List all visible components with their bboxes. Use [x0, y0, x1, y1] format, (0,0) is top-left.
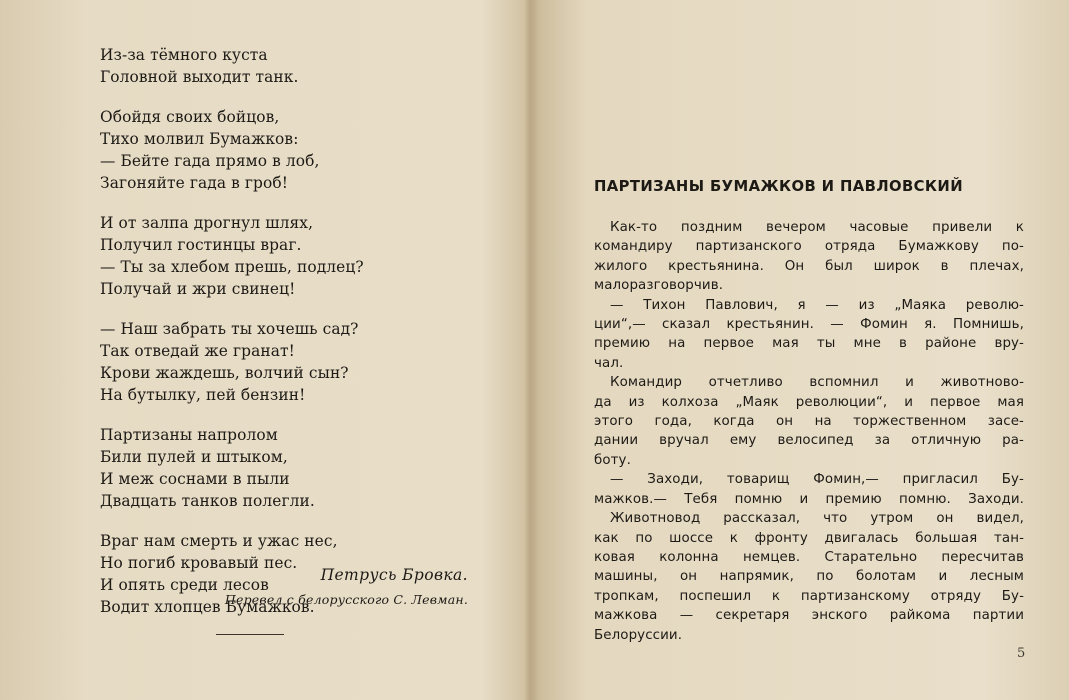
article-line: Как-то поздним вечером часовые привели к — [610, 220, 1024, 235]
poem-line: Головной выходит танк. — [100, 68, 299, 86]
article-title: ПАРТИЗАНЫ БУМАЖКОВ И ПАВЛОВСКИЙ — [594, 178, 963, 195]
poem-line: Из-за тёмного куста — [100, 46, 268, 64]
section-divider — [216, 634, 284, 635]
poem-line: Получай и жри свинец! — [100, 280, 296, 298]
poem-line: Но погиб кровавый пес. — [100, 554, 298, 572]
poem-line: Загоняйте гада в гроб! — [100, 174, 289, 192]
poem-line: — Бейте гада прямо в лоб, — [100, 152, 320, 170]
article-line: Белоруссии. — [594, 627, 683, 643]
article-line: ковая колонна немцев. Старательно пересчитав — [594, 549, 1024, 565]
poem-line: Крови жаждешь, волчий сын? — [100, 364, 349, 382]
poem-line: Так отведай же гранат! — [100, 342, 295, 360]
article-line: командиру партизанского отряда Бумажкову по- — [594, 239, 1024, 255]
article-line: ции“,— сказал крестьянин. — Фомин я. Помнишь, — [594, 317, 1024, 333]
article-line: боту. — [594, 452, 631, 468]
article-line: машины, он напрямик, по болотам и лесным — [594, 569, 1024, 585]
poem-line: И меж соснами в пыли — [100, 470, 290, 488]
poem-line: Тихо молвил Бумажков: — [100, 130, 299, 148]
poem-stanza — [100, 44, 430, 88]
poem-stanza — [100, 424, 430, 512]
page-number: 5 — [1017, 646, 1026, 661]
poem-line: И от залпа дрогнул шлях, — [100, 214, 314, 232]
poem-line: Партизаны напролом — [100, 426, 278, 444]
article-line: жилого крестьянина. Он был широк в плечах, — [594, 258, 1024, 274]
poem — [100, 44, 430, 636]
poem-line: На бутылку, пей бензин! — [100, 386, 306, 404]
article-line: мажков.— Тебя помню и премию помню. Заходи. — [594, 491, 1024, 507]
article-line: как по шоссе к фронту двигалась большая тан- — [594, 530, 1024, 546]
poem-stanza — [100, 106, 430, 194]
translator-credit: Перевел с белорусского С. Левман. — [224, 592, 468, 607]
poem-line: Получил гостинцы враг. — [100, 236, 302, 254]
poem-stanza — [100, 212, 430, 300]
poem-line: Били пулей и штыком, — [100, 448, 288, 466]
article-line: мажкова — секретаря энского райкома партии — [594, 608, 1024, 624]
article-line: Животновод рассказал, что утром он видел, — [610, 511, 1024, 527]
article-body — [594, 218, 1024, 645]
article-line: тропкам, поспешил к партизанскому отряду Бу- — [594, 588, 1024, 604]
poem-stanza — [100, 318, 430, 406]
article-line: этого года, когда он на торжественном засе- — [594, 414, 1024, 430]
poem-line: — Наш забрать ты хочешь сад? — [100, 320, 359, 338]
article-line: Командир отчетливо вспомнил и животново- — [610, 375, 1024, 391]
left-page — [0, 0, 528, 700]
article-line: да из колхоза „Маяк революции“, и первое мая — [594, 394, 1024, 410]
poem-line: Водит хлопцев Бумажков. — [100, 598, 315, 616]
article-line: — Заходи, товарищ Фомин,— пригласил Бу- — [610, 472, 1024, 488]
poem-author: Петрусь Бровка. — [320, 566, 468, 584]
poem-line: Двадцать танков полегли. — [100, 492, 315, 510]
poem-line: — Ты за хлебом прешь, подлец? — [100, 258, 364, 276]
poem-line: И опять среди лесов — [100, 576, 269, 594]
article-line: премию на первое мая ты мне в районе вру- — [594, 336, 1024, 352]
poem-line: Враг нам смерть и ужас нес, — [100, 532, 338, 550]
poem-line: Обойдя своих бойцов, — [100, 108, 280, 126]
article-line: малоразговорчив. — [594, 278, 724, 294]
article-line: — Тихон Павлович, я — из „Маяка револю- — [610, 297, 1024, 313]
article-line: дании вручал ему велосипед за отличную ра- — [594, 433, 1024, 449]
article-line: чал. — [594, 355, 624, 371]
